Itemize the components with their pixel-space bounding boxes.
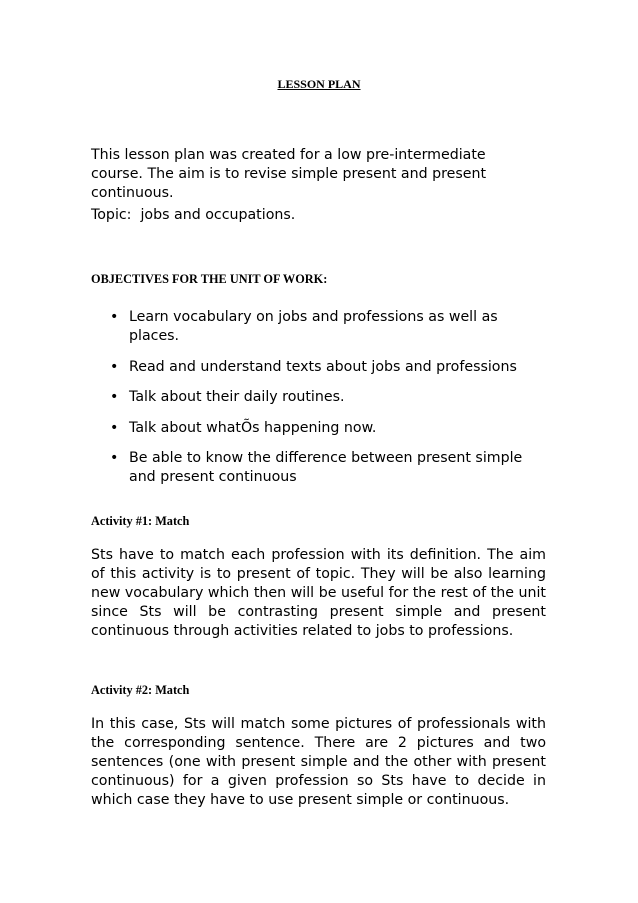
bullet-icon: •: [110, 389, 119, 405]
objective-text: Talk about whatÕs happening now.: [129, 419, 377, 436]
activity-1-text: Sts have to match each profession with its definition. The aim of this activity is to present of topic. They will be also learning new vocabulary which then will be useful for the rest of the unit since Sts will be contrasting present simple and present continuous through activities related to jobs to professions.: [91, 547, 546, 639]
page-title: [0, 77, 638, 92]
activity-1-heading: Activity #1: Match: [91, 514, 190, 528]
objective-text: Talk about their daily routines.: [129, 389, 345, 405]
page-title-text: LESSON PLAN: [277, 77, 361, 91]
activity-2-heading: Activity #2: Match: [91, 683, 190, 697]
objective-item: [91, 419, 551, 438]
objective-item: [91, 358, 551, 377]
bullet-icon: •: [110, 419, 119, 436]
objective-item: [91, 449, 551, 487]
objective-item: [91, 308, 551, 346]
bullet-icon: •: [110, 358, 119, 375]
objective-text: Learn vocabulary on jobs and professions as well as places.: [129, 309, 498, 344]
objective-text: Be able to know the difference between present simple and present continuous: [129, 450, 523, 485]
intro-paragraph: This lesson plan was created for a low pre-intermediate course. The aim is to revise simple present and present continuous.: [91, 147, 487, 201]
bullet-icon: •: [110, 309, 119, 325]
objectives-heading: OBJECTIVES FOR THE UNIT OF WORK:: [91, 272, 328, 286]
objective-text: Read and understand texts about jobs and professions: [129, 358, 517, 375]
activity-2-text: In this case, Sts will match some pictures of professionals with the corresponding sentence. There are 2 pictures and two sentences (one with present simple and the other with present continuous) for a given profession so Sts have to decide in which case they have to use present simple or continuous.: [91, 716, 546, 808]
bullet-icon: •: [110, 450, 119, 466]
topic-line: Topic: jobs and occupations.: [91, 207, 296, 223]
objective-item: [91, 388, 551, 407]
objectives-list: [91, 308, 551, 499]
